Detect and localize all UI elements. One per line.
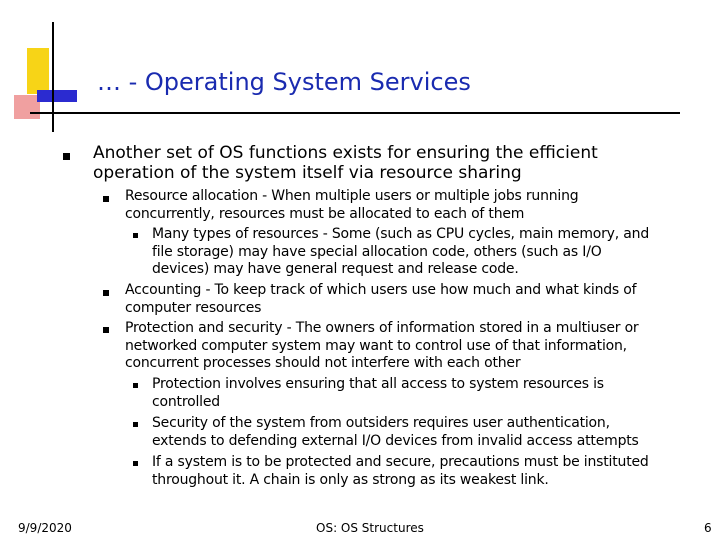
term-label: Protection and security xyxy=(125,320,283,336)
list-item-resource-types: Many types of resources - Some (such as CPU cycles, main memory, and file storage) may have special allocation code, others (such as I/O devices) may have general request and release code. xyxy=(152,226,650,277)
list-item-accounting xyxy=(125,282,665,317)
bullet-square-icon xyxy=(103,196,109,202)
bullet-square-icon xyxy=(133,383,138,388)
term-label: Resource allocation xyxy=(125,188,258,204)
item-text: - When multiple users or multiple jobs running concurrently, resources must be allocated to each of them xyxy=(125,188,579,222)
logo-vertical-line xyxy=(52,22,54,132)
bullet-square-icon xyxy=(133,233,138,238)
page-number: 6 xyxy=(704,521,712,535)
bullet-square-icon xyxy=(103,327,109,333)
bullet-square-icon xyxy=(63,153,70,160)
footer-title: OS: OS Structures xyxy=(316,521,424,535)
list-item-protection xyxy=(152,376,662,411)
title-underline xyxy=(30,112,680,114)
list-item-security xyxy=(152,415,662,450)
list-item-protection-security xyxy=(125,320,665,373)
slide-title: … - Operating System Services xyxy=(97,68,471,96)
intro-text: Another set of OS functions exists for ensuring the efficient operation of the system itself via resource sharing xyxy=(93,143,598,183)
term-label: Protection xyxy=(152,376,221,392)
term-label: Security xyxy=(152,415,208,431)
item-text: involves ensuring that all access to system resources is controlled xyxy=(152,376,604,410)
item-text: - To keep track of which users use how much and what kinds of computer resources xyxy=(125,282,637,316)
item-text: of the system from outsiders requires user authentication, extends to defending external I/O devices from invalid access attempts xyxy=(152,415,639,449)
list-item-weakest-link: If a system is to be protected and secure, precautions must be instituted throughout it. A chain is only as strong as its weakest link. xyxy=(152,454,649,488)
footer-date: 9/9/2020 xyxy=(18,521,72,535)
bullet-square-icon xyxy=(103,290,109,296)
logo-yellow-block xyxy=(27,48,49,94)
item-text: - The owners of information stored in a multiuser or networked computer system may want to control use of that information, concurrent processes should not interfere with each other xyxy=(125,320,639,371)
bullet-square-icon xyxy=(133,461,138,466)
bullet-square-icon xyxy=(133,422,138,427)
logo-blue-block xyxy=(37,90,77,102)
term-label: Accounting xyxy=(125,282,202,298)
list-item-resource-allocation xyxy=(125,188,665,223)
